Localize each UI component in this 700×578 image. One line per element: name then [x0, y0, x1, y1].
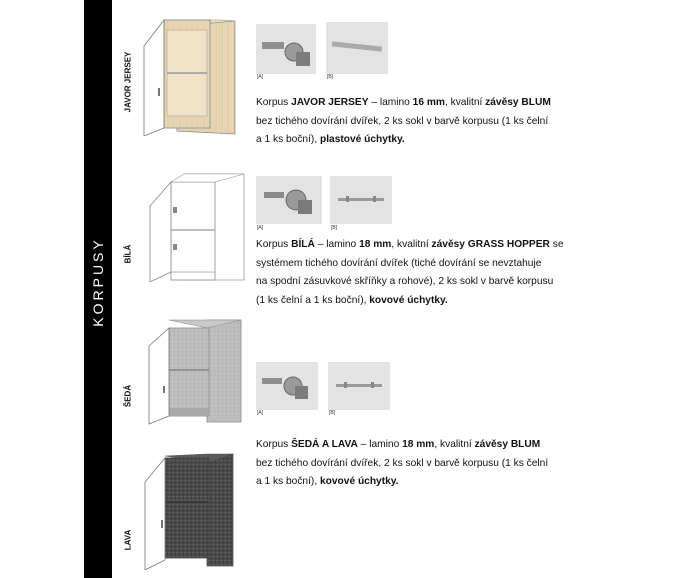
description-text: , kvalitní: [434, 439, 475, 450]
cabinet-javor-jersey: [137, 18, 240, 136]
description-text: systémem tichého dovírání dvířek (tiché dovírání se nevztahuje: [256, 257, 542, 269]
description-bold-text: kovové úchytky.: [369, 294, 448, 306]
tag-a: [A]: [257, 410, 264, 416]
description-text: a 1 ks boční),: [256, 476, 320, 487]
description-javor-jersey: [256, 94, 551, 150]
handle-icon: [330, 176, 392, 224]
description-text: bez tichého dovírání dvířek, 2 ks sokl v barvě korpusu (1 ks čelní: [256, 115, 549, 127]
description-text: Korpus: [256, 97, 292, 108]
description-bold-text: 16 mm: [412, 97, 445, 108]
hinge-icon: [256, 24, 316, 74]
description-bold-text: závěsy BLUM: [485, 97, 551, 108]
description-line: [256, 476, 399, 487]
handle-photo-3: [328, 362, 390, 410]
description-line: [256, 134, 405, 145]
description-bila: [256, 236, 563, 310]
cabinet-seda: [137, 318, 245, 426]
description-bold-text: 18 mm: [359, 239, 392, 250]
description-line: [256, 458, 548, 469]
description-text: – lamino: [368, 97, 413, 108]
description-line: [256, 276, 553, 287]
tag-a: [A]: [257, 225, 264, 231]
description-bold-text: BÍLÁ: [291, 239, 315, 250]
cabinet-bila: [148, 172, 248, 284]
description-text: Korpus: [256, 239, 292, 250]
hinge-icon: [256, 362, 318, 410]
description-text: , kvalitní: [391, 239, 432, 250]
description-line: [256, 258, 541, 269]
tag-a: [A]: [257, 74, 264, 80]
hinge-photo-1: [256, 24, 316, 74]
tag-b: [B]: [331, 225, 338, 231]
label-javor-jersey: JAVOR JERSEY: [123, 51, 133, 113]
description-text: – lamino: [314, 239, 360, 250]
hinge-icon: [256, 176, 322, 224]
description-line: [256, 439, 540, 450]
description-seda-lava: [256, 436, 548, 492]
handle-icon: [326, 22, 388, 74]
handle-photo-2: [330, 176, 392, 224]
tag-b: [B]: [327, 74, 334, 80]
hinge-photo-3: [256, 362, 318, 410]
description-line: [256, 97, 551, 108]
description-bold-text: 18 mm: [402, 439, 435, 450]
description-line: [256, 295, 448, 306]
hinge-photo-2: [256, 176, 322, 224]
handle-icon: [328, 362, 390, 410]
description-text: se: [549, 239, 564, 250]
tag-b: [B]: [329, 410, 336, 416]
description-bold-text: JAVOR JERSEY: [291, 97, 369, 108]
handle-photo-1: [326, 22, 388, 74]
cabinet-lava: [137, 452, 237, 570]
description-line: [256, 239, 563, 250]
label-lava: LAVA: [123, 529, 133, 551]
label-seda: ŠEDÁ: [123, 384, 133, 408]
description-bold-text: závěsy GRASS HOPPER: [431, 239, 550, 250]
description-text: – lamino: [357, 439, 403, 450]
description-bold-text: plastové úchytky.: [320, 134, 405, 145]
description-text: Korpus: [256, 439, 292, 450]
description-bold-text: ŠEDÁ A LAVA: [291, 439, 358, 450]
description-line: [256, 116, 548, 127]
sidebar-title: KORPUSY: [90, 237, 106, 327]
label-bila: BÍLÁ: [123, 244, 133, 264]
description-text: na spodní zásuvkové skříňky a rohové), 2 ks sokl v barvě korpusu: [256, 276, 554, 287]
description-bold-text: závěsy BLUM: [474, 439, 541, 450]
description-bold-text: kovové úchytky.: [320, 476, 399, 487]
description-text: bez tichého dovírání dvířek, 2 ks sokl v barvě korpusu (1 ks čelní: [256, 457, 549, 469]
description-text: a 1 ks boční),: [256, 134, 320, 145]
description-text: , kvalitní: [444, 97, 486, 108]
description-text: (1 ks čelní a 1 ks boční),: [256, 294, 370, 306]
